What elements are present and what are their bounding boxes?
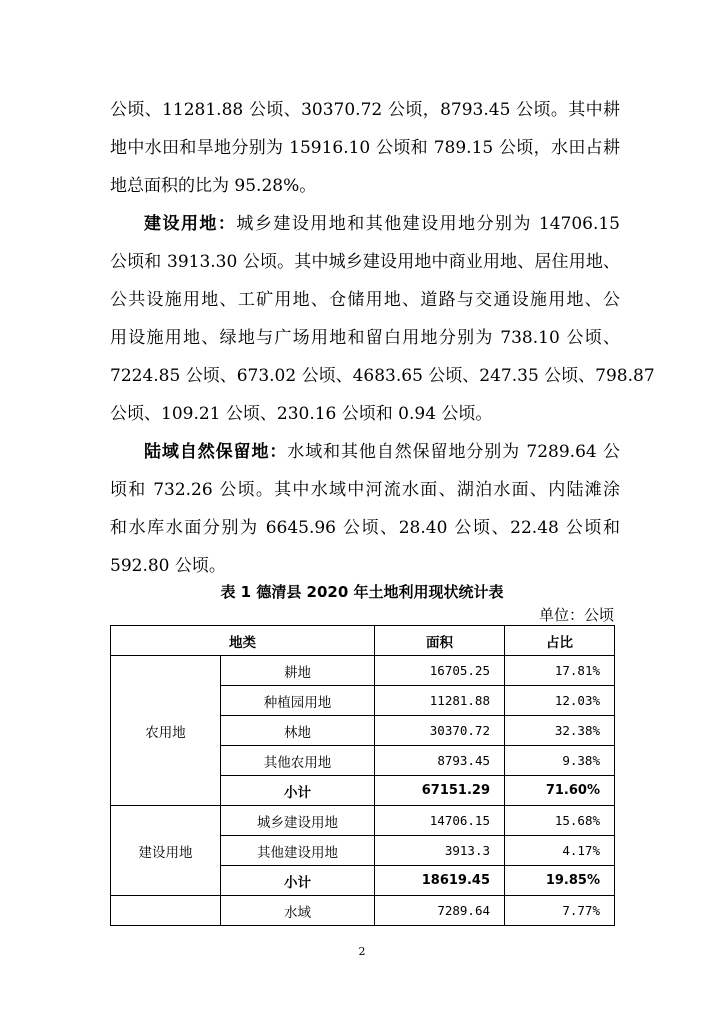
row-area: 8793.45 xyxy=(375,746,505,776)
row-share: 9.38% xyxy=(505,746,615,776)
paragraph-line: 公顷、11281.88 公顷、30370.72 公顷，8793.45 公顷。其中耕 xyxy=(110,100,620,120)
row-area: 11281.88 xyxy=(375,686,505,716)
paragraph-line: 公顷、109.21 公顷、230.16 公顷和 0.94 公顷。 xyxy=(110,404,493,424)
row-share: 17.81% xyxy=(505,656,615,686)
paragraph-line: 地总面积的比为 95.28%。 xyxy=(110,176,317,196)
group-label xyxy=(111,896,221,926)
row-area: 7289.64 xyxy=(375,896,505,926)
row-share: 12.03% xyxy=(505,686,615,716)
row-share: 7.77% xyxy=(505,896,615,926)
paragraph-line: 592.80 公顷。 xyxy=(110,556,226,576)
row-share: 4.17% xyxy=(505,836,615,866)
paragraph-line: 用设施用地、绿地与广场用地和留白用地分别为 738.10 公顷、 xyxy=(110,328,620,348)
group-label: 建设用地 xyxy=(111,806,221,896)
row-label: 城乡建设用地 xyxy=(221,806,375,836)
row-label: 耕地 xyxy=(221,656,375,686)
table-row xyxy=(111,806,615,836)
table-header-row xyxy=(111,626,615,656)
header-area: 面积 xyxy=(375,626,505,656)
row-share: 15.68% xyxy=(505,806,615,836)
page-number: 2 xyxy=(358,945,366,958)
subtotal-label: 小计 xyxy=(221,776,375,806)
paragraph-line: 公共设施用地、工矿用地、仓储用地、道路与交通设施用地、公 xyxy=(110,290,620,310)
paragraph-line: 顷和 732.26 公顷。其中水域中河流水面、湖泊水面、内陆滩涂 xyxy=(110,480,620,500)
row-area: 30370.72 xyxy=(375,716,505,746)
section-heading: 陆域自然保留地： xyxy=(144,442,288,462)
paragraph-line: 建设用地：城乡建设用地和其他建设用地分别为 14706.15 xyxy=(144,214,620,234)
table-unit: 单位：公顷 xyxy=(538,606,614,624)
table-caption: 表 1 德清县 2020 年土地利用现状统计表 xyxy=(220,583,504,601)
row-area: 3913.3 xyxy=(375,836,505,866)
section-heading: 建设用地： xyxy=(144,214,237,234)
paragraph-line: 和水库水面分别为 6645.96 公顷、28.40 公顷、22.48 公顷和 xyxy=(110,518,620,538)
group-label: 农用地 xyxy=(111,656,221,806)
paragraph-line: 公顷和 3913.30 公顷。其中城乡建设用地中商业用地、居住用地、 xyxy=(110,252,620,272)
paragraph-line: 陆域自然保留地：水域和其他自然保留地分别为 7289.64 公 xyxy=(144,442,621,462)
land-use-table xyxy=(110,625,615,926)
row-label: 其他农用地 xyxy=(221,746,375,776)
row-share: 32.38% xyxy=(505,716,615,746)
paragraph-line: 地中水田和旱地分别为 15916.10 公顷和 789.15 公顷，水田占耕 xyxy=(110,138,620,158)
table-row xyxy=(111,896,615,926)
subtotal-share: 71.60% xyxy=(505,776,615,806)
row-area: 14706.15 xyxy=(375,806,505,836)
header-share: 占比 xyxy=(505,626,615,656)
header-category: 地类 xyxy=(111,626,375,656)
table-row xyxy=(111,656,615,686)
row-area: 16705.25 xyxy=(375,656,505,686)
subtotal-area: 67151.29 xyxy=(375,776,505,806)
row-label: 林地 xyxy=(221,716,375,746)
subtotal-share: 19.85% xyxy=(505,866,615,896)
row-label: 其他建设用地 xyxy=(221,836,375,866)
row-label: 种植园用地 xyxy=(221,686,375,716)
row-label: 水域 xyxy=(221,896,375,926)
paragraph-line: 7224.85 公顷、673.02 公顷、4683.65 公顷、247.35 公顷、798.87 xyxy=(110,366,655,386)
subtotal-area: 18619.45 xyxy=(375,866,505,896)
subtotal-label: 小计 xyxy=(221,866,375,896)
